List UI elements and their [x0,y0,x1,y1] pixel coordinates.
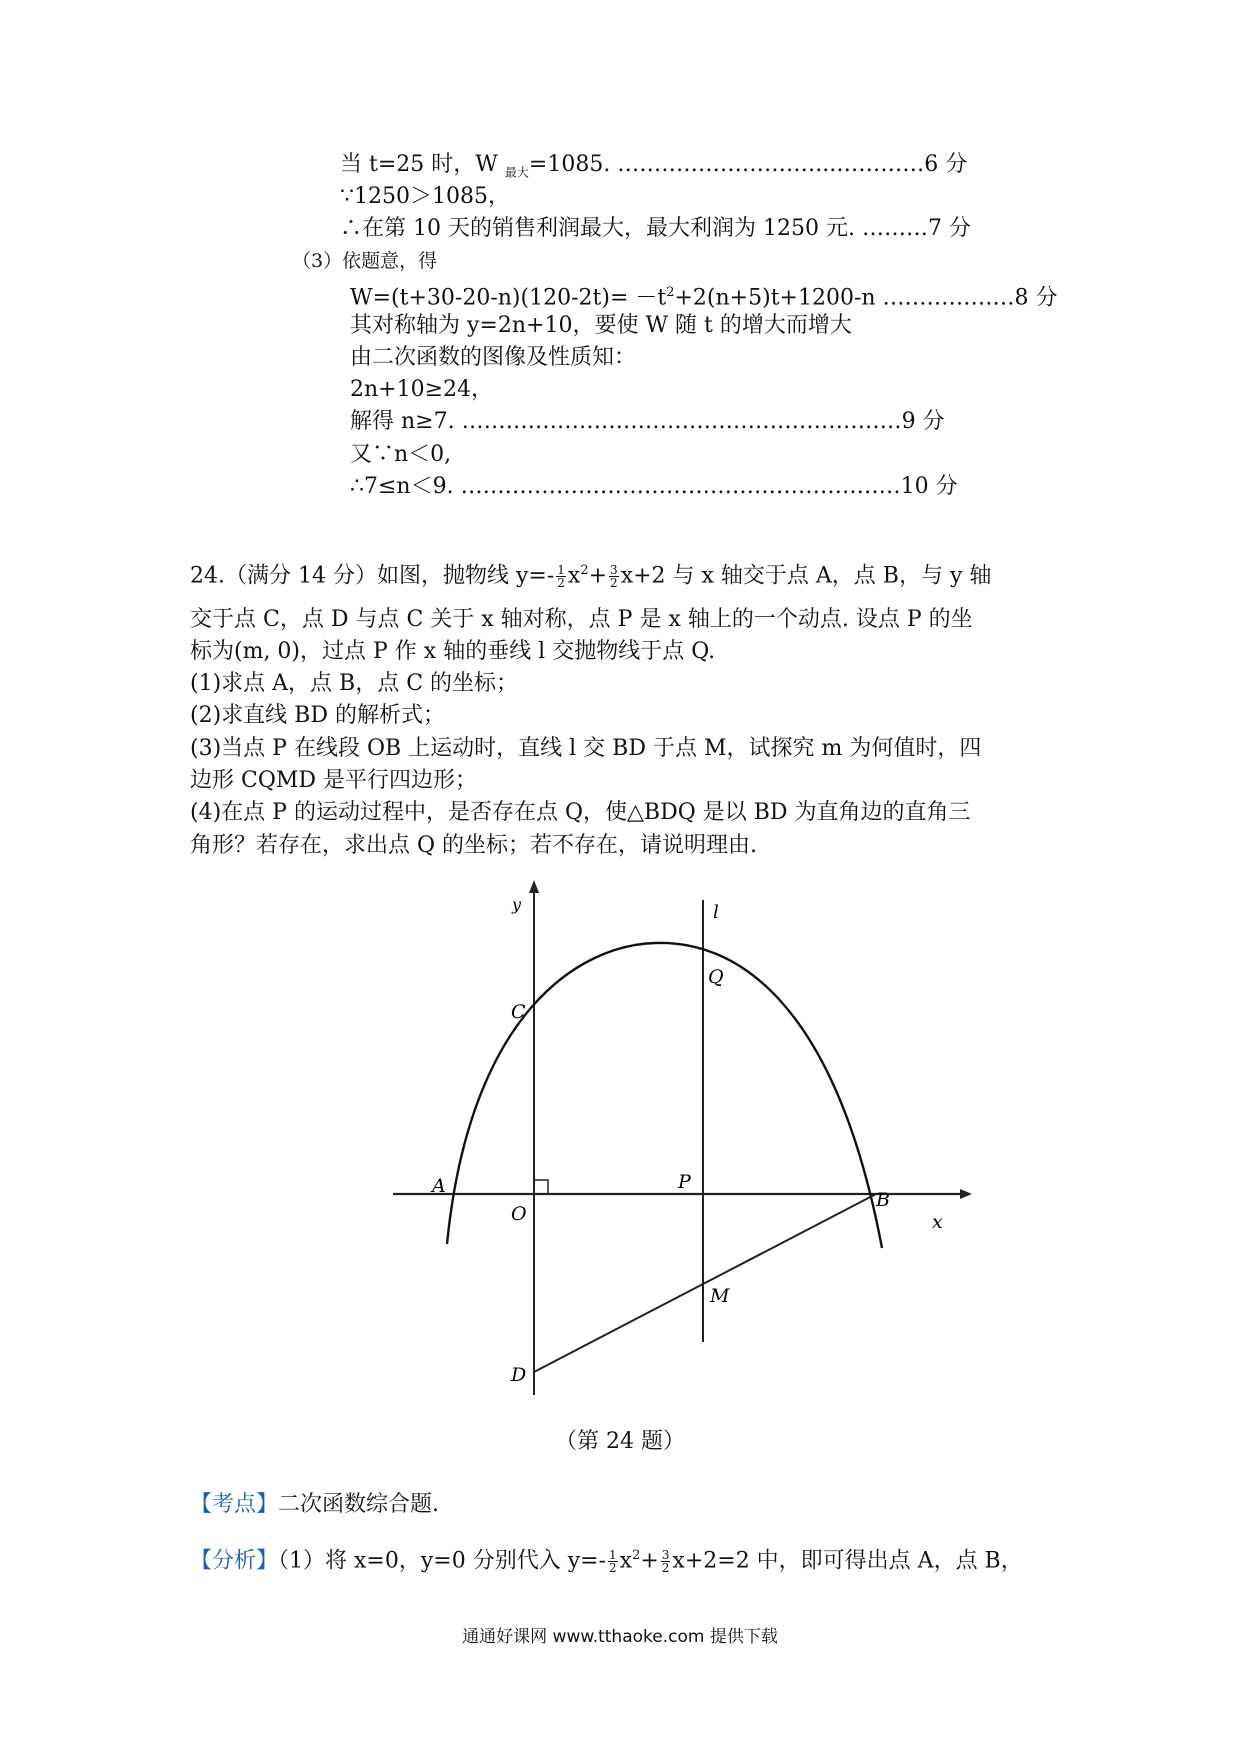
label-c: C [511,1001,526,1023]
problem-line-3: 标为(m, 0)，过点 P 作 x 轴的垂线 l 交抛物线于点 Q. [190,639,716,664]
solution-line-4: （3）依题意，得 [292,250,438,272]
solution-line-9: 解得 n≥7. ……………………………………………………9 分 [350,409,945,434]
fenxi-tag: 【分析】 [190,1548,279,1574]
problem-intro: 24.（满分 14 分）如图，抛物线 y=- $\frac{1}{2}$ $x^2+$ $\frac{3}{2}$ x+2 与 x 轴交于点 A，点 B，与 y 轴 [190,562,992,590]
label-p: P [678,1171,691,1193]
solution-line-1: 当 t=25 时，W $_{最大}$=1085. ………………………...…………6 分 [340,152,968,180]
fraction: $\frac{3}{2}$ [661,1547,670,1575]
solution-line-7: 由二次函数的图像及性质知： [350,345,637,370]
label-d: D [511,1364,527,1386]
solution-line-8: 2n+10≥24， [350,377,494,402]
label-b: B [876,1189,890,1211]
label-l: l [713,902,719,923]
solution-line-5: $W=(t+30-20-n)(120-2t)= -t^2+2(n+5)t+1200-n$ ………………8 分 [350,285,1058,311]
fraction: $\frac{1}{2}$ [609,1547,617,1575]
label-y: y [512,895,522,914]
segment-bd [534,1194,876,1372]
label-o: O [511,1203,527,1225]
y-axis-arrow [529,880,539,893]
question-1: (1)求点 A，点 B，点 C 的坐标； [190,671,519,696]
problem-line-2: 交于点 C，点 D 与点 C 关于 x 轴对称，点 P 是 x 轴上的一个动点. 设点 P 的坐 [190,607,973,632]
question-4a: (4)在点 P 的运动过程中，是否存在点 Q，使△BDQ 是以 BD 为直角边的直角三 [190,800,971,825]
kaodian-line: 【考点】二次函数综合题. [190,1492,440,1517]
label-q: Q [708,966,724,988]
label-m: M [710,1285,730,1307]
fraction: $\frac{3}{2}$ [610,562,618,590]
label-x: x [932,1211,943,1233]
solution-line-11: ∴7≤n＜9. ……………………………………………………10 分 [350,474,958,499]
right-angle-mark [534,1180,548,1194]
question-3a: (3)当点 P 在线段 OB 上运动时，直线 l 交 BD 于点 M，试探究 m 为何值时，四 [190,736,982,761]
kaodian-tag: 【考点】 [190,1492,279,1517]
solution-line-6: 其对称轴为 y=2n+10，要使 W 随 t 的增大而增大 [350,313,852,338]
question-2: (2)求直线 BD 的解析式； [190,703,445,728]
question-3b: 边形 CQMD 是平行四边形； [190,768,478,793]
figure-caption: （第 24 题） [555,1429,685,1454]
question-4b: 角形？若存在，求出点 Q 的坐标；若不存在，请说明理由. [190,833,758,858]
fraction: $\frac{1}{2}$ [557,562,565,590]
label-a: A [432,1175,446,1197]
fenxi-line: 【分析】（1）将 x=0，y=0 分别代入 y=- $\frac{1}{2}$ $x^2+$ $\frac{3}{2}$ x+2=2 中，即可得出点 A，点 B， [190,1547,1023,1575]
x-axis-arrow [960,1189,972,1199]
solution-line-10: 又∵n＜0, [350,442,452,467]
solution-line-3: ∴在第 10 天的销售利润最大，最大利润为 1250 元. ………7 分 [340,216,971,241]
page-footer: 通通好课网 www.tthaoke.com 提供下载 [462,1627,778,1647]
solution-line-2: ∵1250＞1085， [340,184,510,209]
